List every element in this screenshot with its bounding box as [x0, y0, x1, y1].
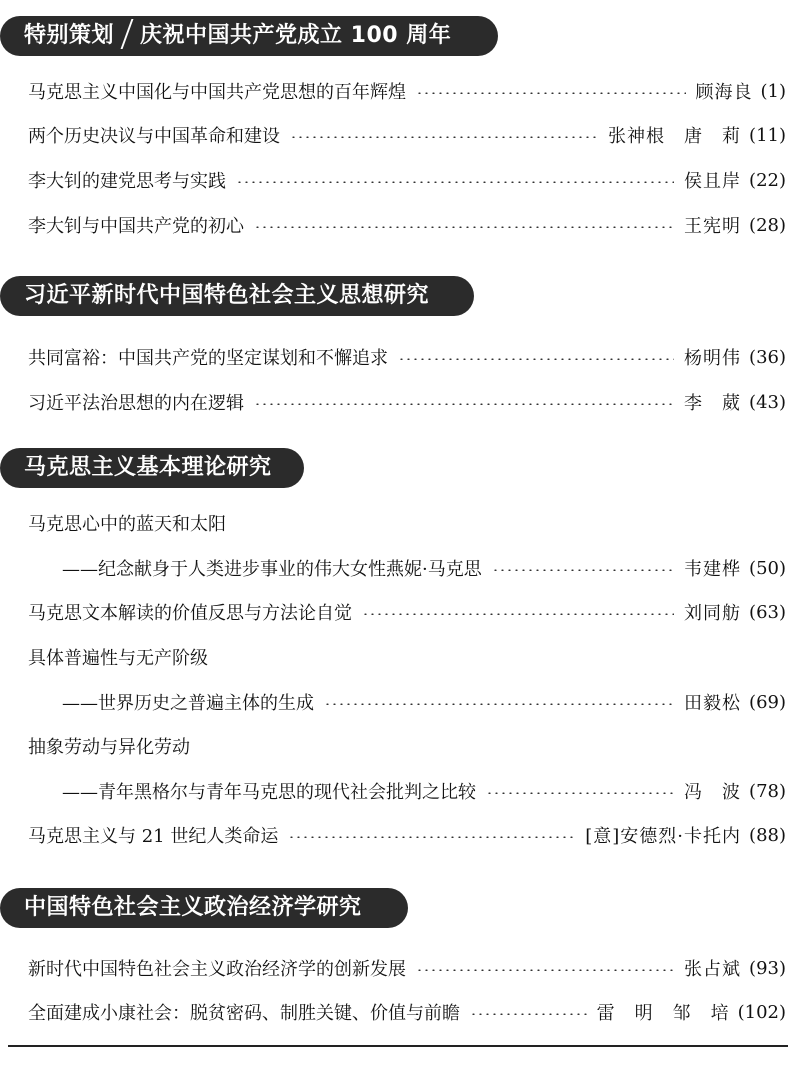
entry-title: 马克思文本解读的价值反思与方法论自觉	[28, 603, 352, 624]
entry-author: 田毅松	[684, 693, 742, 714]
bottom-rule	[8, 1045, 788, 1047]
entry-title: 马克思主义中国化与中国共产党思想的百年辉煌	[28, 82, 406, 103]
entry-page: (50)	[749, 557, 786, 579]
toc-entry[interactable]	[28, 997, 786, 1027]
entry-title: 抽象劳动与异化劳动	[28, 737, 190, 758]
entry-page: (63)	[749, 601, 786, 623]
dot-leader	[254, 403, 674, 405]
entry-page: (78)	[749, 780, 786, 802]
dot-leader	[470, 1013, 587, 1015]
dot-leader	[288, 836, 575, 838]
entry-author: 顾海良	[695, 82, 753, 103]
entry-author: 李 葳	[684, 393, 742, 414]
toc-entry[interactable]	[28, 342, 786, 372]
entry-subtitle: ——纪念献身于人类进步事业的伟大女性燕妮·马克思	[62, 559, 482, 580]
entry-author: [意]安德烈·卡托内	[585, 826, 742, 847]
section-banner	[0, 888, 392, 928]
entry-title: 具体普遍性与无产阶级	[28, 648, 208, 669]
entry-subtitle: ——青年黑格尔与青年马克思的现代社会批判之比较	[62, 782, 476, 803]
toc-entry[interactable]	[62, 687, 786, 717]
dot-leader	[398, 358, 674, 360]
toc-entry[interactable]	[28, 120, 786, 150]
section-banner	[0, 16, 481, 56]
entry-author: 刘同舫	[684, 603, 742, 624]
section-special-planning	[0, 16, 800, 56]
entry-page: (69)	[749, 691, 786, 713]
entry-author: 韦建桦	[684, 559, 742, 580]
entry-author: 张占斌	[684, 959, 742, 980]
entry-page: (22)	[749, 169, 786, 191]
entry-page: (1)	[760, 80, 786, 102]
toc-entry[interactable]	[28, 597, 786, 627]
entry-title: 习近平法治思想的内在逻辑	[28, 393, 244, 414]
entry-author: 冯 波	[684, 782, 742, 803]
entry-page: (102)	[737, 1001, 786, 1023]
toc-entry-heading[interactable]	[28, 508, 786, 538]
banner-label: 中国特色社会主义政治经济学研究	[24, 895, 362, 920]
entry-author: 张神根 唐 莉	[608, 126, 742, 147]
toc-entry[interactable]	[28, 165, 786, 195]
entry-title: 马克思心中的蓝天和太阳	[28, 514, 226, 535]
dot-leader	[416, 969, 674, 971]
dot-leader	[492, 569, 674, 571]
section-marxism-theory	[0, 448, 800, 488]
entry-page: (88)	[749, 824, 786, 846]
entry-title: 新时代中国特色社会主义政治经济学的创新发展	[28, 959, 406, 980]
entry-page: (11)	[749, 124, 786, 146]
toc-entry[interactable]	[28, 820, 786, 850]
toc-entry[interactable]	[28, 953, 786, 983]
toc-entry[interactable]	[28, 387, 786, 417]
entry-author: 侯且岸	[684, 171, 742, 192]
entry-page: (28)	[749, 214, 786, 236]
dot-leader	[486, 792, 674, 794]
section-banner	[0, 276, 459, 316]
entry-title: 共同富裕：中国共产党的坚定谋划和不懈追求	[28, 348, 388, 369]
entry-page: (36)	[749, 346, 786, 368]
entry-author: 杨明伟	[684, 348, 742, 369]
toc-entry[interactable]	[28, 76, 786, 106]
entry-page: (43)	[749, 391, 786, 413]
section-banner	[0, 448, 302, 488]
entry-title: 李大钊与中国共产党的初心	[28, 216, 244, 237]
entry-title: 全面建成小康社会：脱贫密码、制胜关键、价值与前瞻	[28, 1003, 460, 1024]
entry-page: (93)	[749, 957, 786, 979]
banner-divider	[121, 19, 134, 49]
toc-entry[interactable]	[62, 553, 786, 583]
dot-leader	[254, 226, 674, 228]
toc-entry[interactable]	[62, 776, 786, 806]
entry-title: 两个历史决议与中国革命和建设	[28, 126, 280, 147]
entry-author: 雷 明 邹 培	[596, 1003, 730, 1024]
section-xi-thought	[0, 276, 800, 316]
dot-leader	[324, 703, 674, 705]
banner-label-secondary: 庆祝中国共产党成立 100 周年	[140, 23, 452, 48]
section-political-economy	[0, 888, 800, 928]
entry-author: 王宪明	[684, 216, 742, 237]
banner-label: 习近平新时代中国特色社会主义思想研究	[24, 283, 430, 308]
toc-entry-heading[interactable]	[28, 731, 786, 761]
toc-entry-heading[interactable]	[28, 642, 786, 672]
entry-title: 李大钊的建党思考与实践	[28, 171, 226, 192]
dot-leader	[290, 136, 598, 138]
entry-subtitle: ——世界历史之普遍主体的生成	[62, 693, 314, 714]
dot-leader	[416, 92, 686, 94]
entry-title: 马克思主义与 21 世纪人类命运	[28, 826, 279, 847]
banner-label: 马克思主义基本理论研究	[24, 455, 272, 480]
banner-label-primary: 特别策划	[24, 23, 115, 48]
dot-leader	[236, 181, 674, 183]
dot-leader	[362, 613, 674, 615]
toc-entry[interactable]	[28, 210, 786, 240]
